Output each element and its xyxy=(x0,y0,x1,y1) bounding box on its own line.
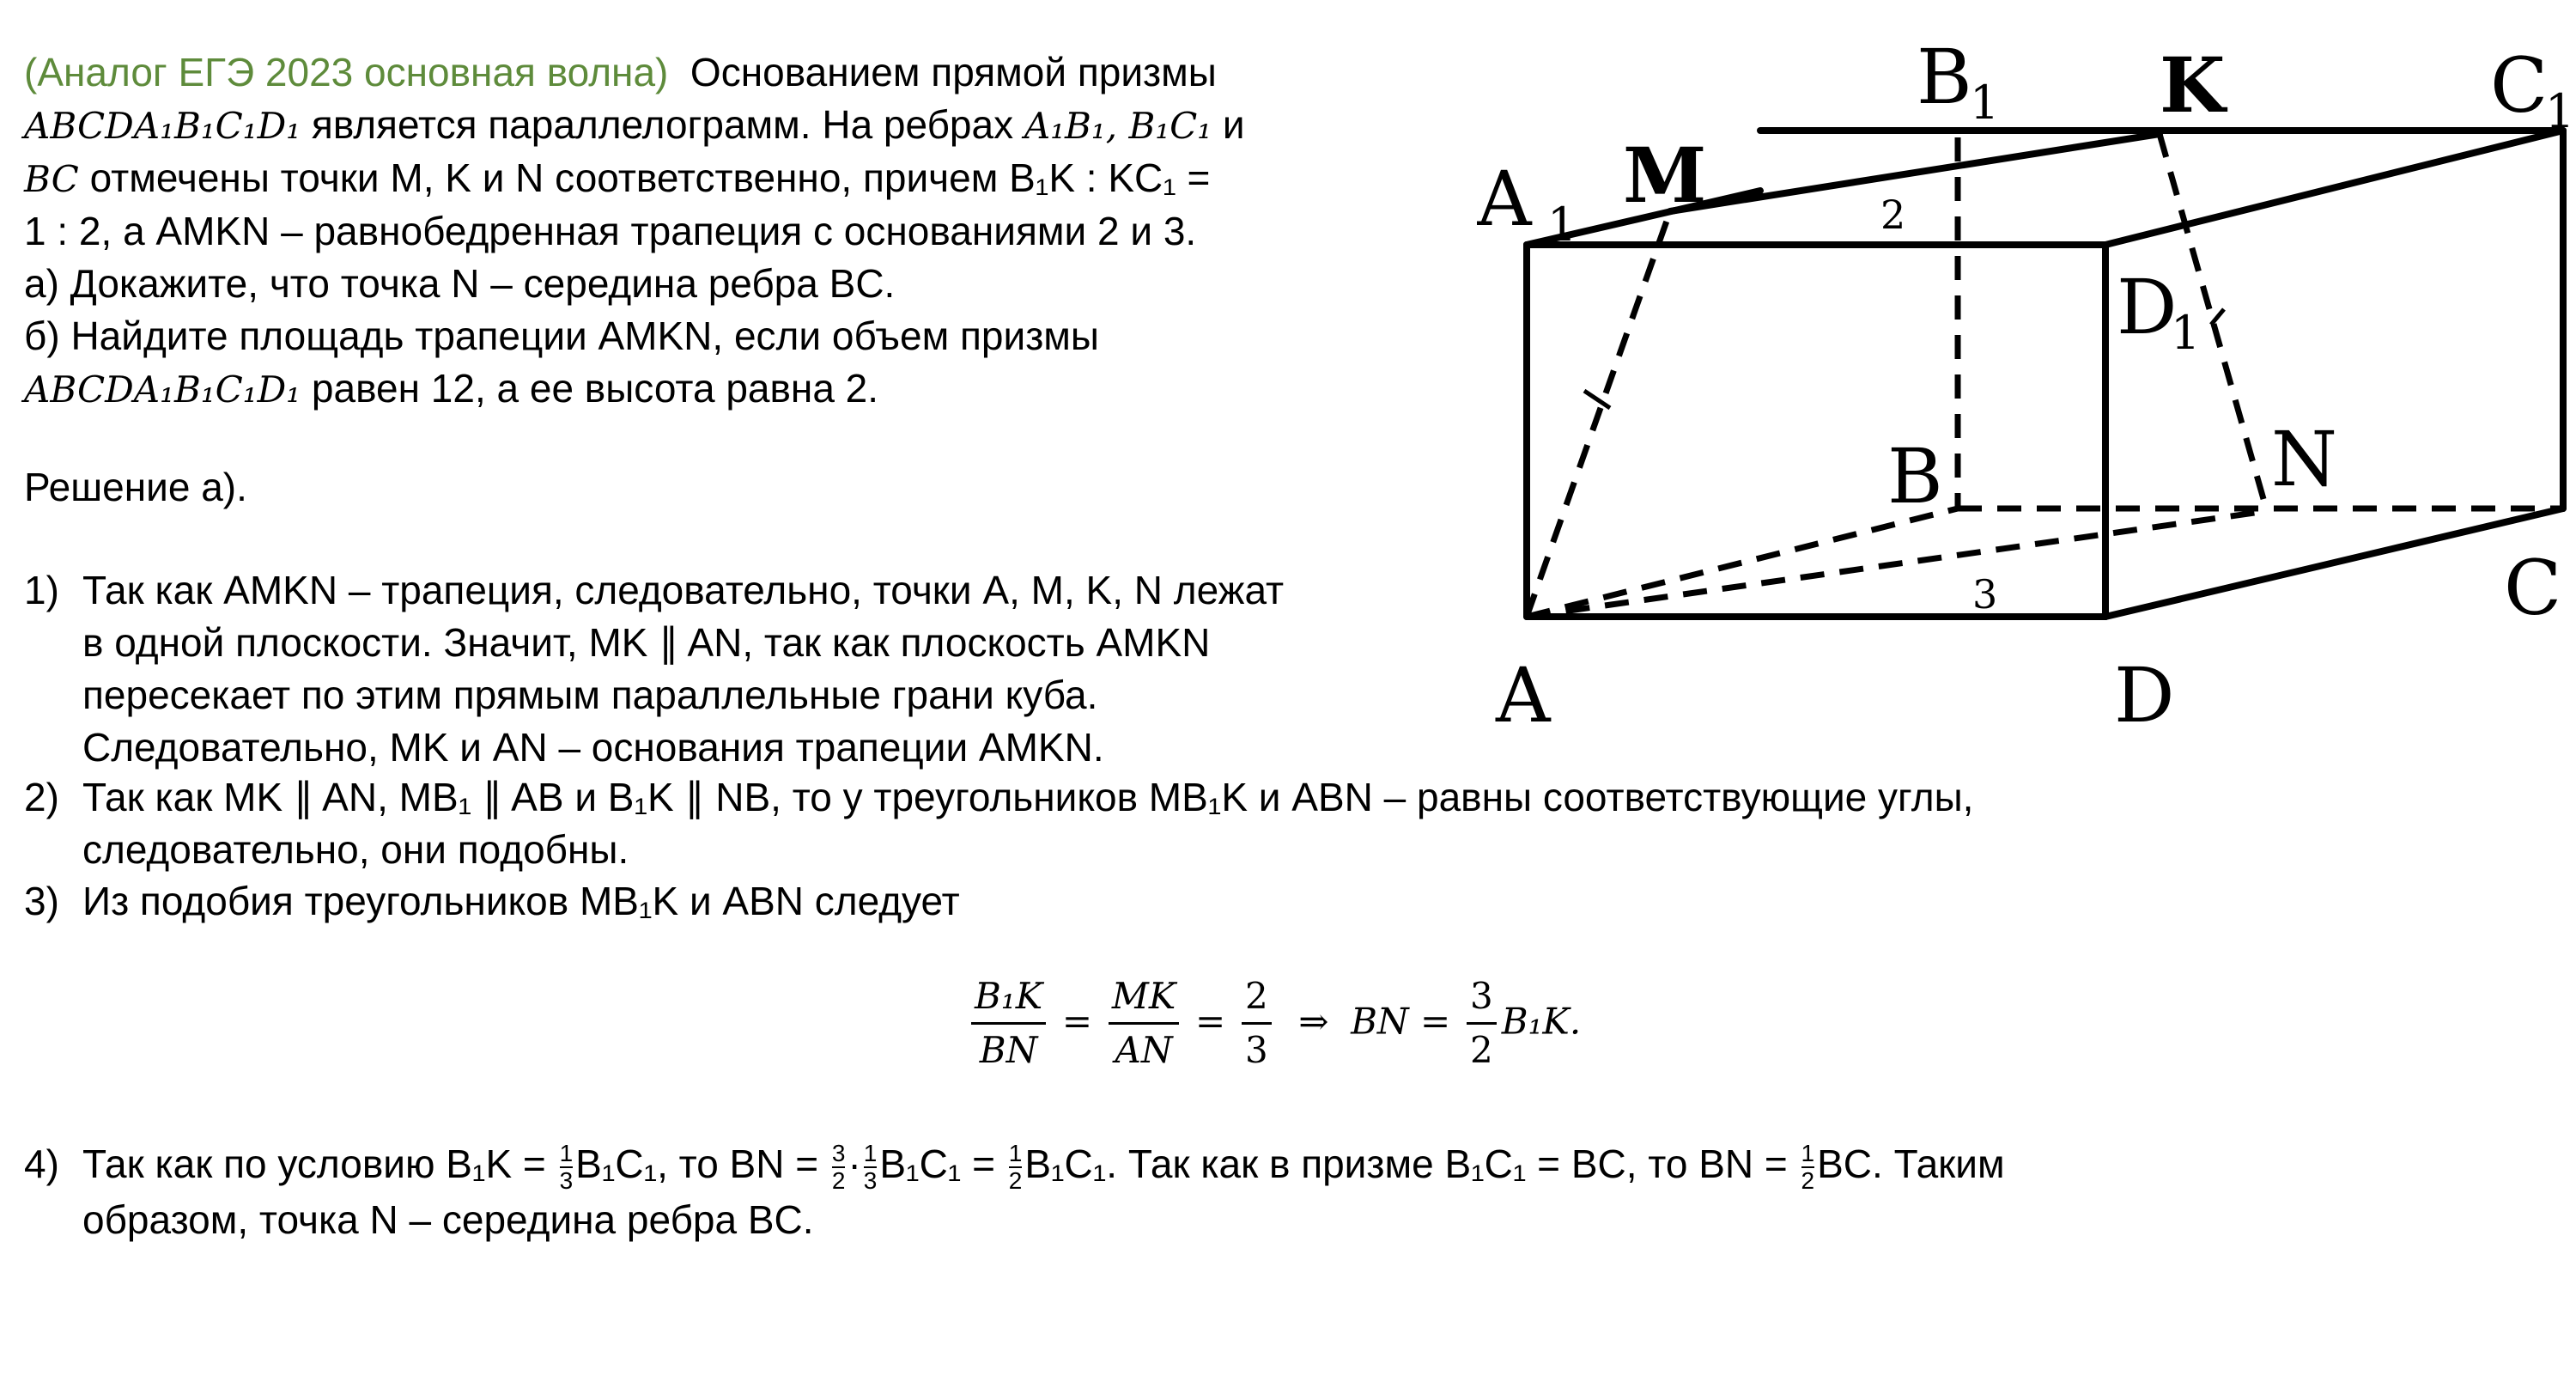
problem-line-1 xyxy=(24,46,1245,99)
item-number: 4) xyxy=(24,1141,59,1186)
problem-part-b-end: равен 12, а ее высота равна 2. xyxy=(311,366,879,411)
fraction-2-3: $\frac{2}{3}$ xyxy=(1242,971,1272,1076)
problem-line-2-text: является параллелограмм. На ребрах xyxy=(311,102,1014,147)
item-body xyxy=(82,771,1973,876)
label-n: N xyxy=(2271,415,2337,503)
label-m: M xyxy=(1623,131,1707,220)
problem-line-4 xyxy=(24,205,1245,258)
small-fraction-1-2: $\frac{1}{2}$ xyxy=(1008,1139,1023,1194)
problem-line-3-text: отмечены точки M, K и N соответственно, причем B₁K : KC₁ = xyxy=(89,155,1211,200)
item1-line-4: Следовательно, MK и AN – основания трапеции AMKN. xyxy=(82,725,1104,770)
label-d1: D xyxy=(2117,263,2178,351)
and-word: и xyxy=(1222,102,1245,147)
equals-sign: = xyxy=(1195,1000,1226,1043)
item4-line-2: образом, точка N – середина ребра BC. xyxy=(82,1196,814,1242)
label-c1-sub: 1 xyxy=(2545,84,2575,138)
similarity-formula xyxy=(966,971,1581,1076)
label-d: D xyxy=(2114,651,2175,739)
small-fraction-1-3b: $\frac{1}{3}$ xyxy=(863,1139,878,1194)
item1-line-2: в одной плоскости. Значит, MK ∥ AN, так как плоскость AMKN xyxy=(82,620,1211,665)
item-number: 2) xyxy=(24,775,59,819)
equals-sign: = xyxy=(1061,1000,1093,1043)
item3-line: Из подобия треугольников MB₁K и ABN следует xyxy=(82,879,960,923)
label-length-3: 3 xyxy=(1972,571,1998,618)
item-number: 1) xyxy=(24,568,59,612)
edge-bc: BC xyxy=(24,158,79,200)
formula-rhs-left: BN = xyxy=(1351,1000,1451,1043)
label-c1: C xyxy=(2490,41,2549,130)
item-body xyxy=(82,564,1284,774)
segment-a-n xyxy=(1527,511,2267,617)
label-a: A xyxy=(1496,651,1551,739)
small-fraction-1-3: $\frac{1}{3}$ xyxy=(559,1139,574,1194)
item2-line-2: следовательно, они подобны. xyxy=(82,827,629,872)
small-fraction-1-2b: $\frac{1}{2}$ xyxy=(1801,1139,1815,1194)
tick-mark-kn xyxy=(2211,309,2224,325)
item-number: 3) xyxy=(24,879,59,923)
segment-a-m xyxy=(1527,211,1670,617)
item1-line-1: Так как AMKN – трапеция, следовательно, точки A, M, K, N лежат xyxy=(82,568,1285,612)
item-body xyxy=(82,1138,2005,1246)
label-b1: B xyxy=(1917,33,1972,121)
tick-mark-am xyxy=(1584,391,1610,408)
problem-line-1-text: Основанием прямой призмы xyxy=(690,50,1217,94)
problem-part-a: а) Докажите, что точка N – середина ребра BC. xyxy=(24,261,896,306)
solution-title: Решение а). xyxy=(24,465,247,509)
item1-line-3: пересекает по этим прямым параллельные грани куба. xyxy=(82,673,1098,717)
label-d1-sub: 1 xyxy=(2171,306,2201,360)
problem-source: (Аналог ЕГЭ 2023 основная волна) xyxy=(24,50,669,94)
label-k: K xyxy=(2160,40,2226,130)
prism-name: ABCDA₁B₁C₁D₁ xyxy=(24,105,301,147)
label-a1-sub: 1 xyxy=(1547,198,1577,252)
label-c: C xyxy=(2504,544,2562,632)
implies-sign: ⇒ xyxy=(1298,1000,1329,1043)
problem-part-b: б) Найдите площадь трапеции AMKN, если объем призмы xyxy=(24,314,1099,358)
label-b1-sub: 1 xyxy=(1970,76,2000,130)
item2-line-1: Так как MK ∥ AN, MB₁ ∥ AB и B₁K ∥ NB, то у треугольников MB₁K и ABN – равны соответствующие углы, xyxy=(82,775,1974,819)
label-b: B xyxy=(1887,432,1943,520)
label-length-2: 2 xyxy=(1880,192,1906,238)
fraction-mk-an: $\frac{MK}{AN}$ xyxy=(1109,971,1179,1076)
problem-line-2 xyxy=(24,99,1245,152)
prism-diagram xyxy=(1477,26,2576,739)
prism-name-2: ABCDA₁B₁C₁D₁ xyxy=(24,368,301,411)
small-fraction-3-2: $\frac{3}{2}$ xyxy=(831,1139,846,1194)
edges-names: A₁B₁, B₁C₁ xyxy=(1024,105,1212,147)
formula-rhs-right: B₁K. xyxy=(1501,1000,1582,1043)
problem-line-7 xyxy=(24,362,1245,416)
label-a1: A xyxy=(1477,155,1532,243)
problem-line-4-text: 1 : 2, а AMKN – равнобедренная трапеция с основаниями 2 и 3. xyxy=(24,209,1197,253)
problem-line-3 xyxy=(24,152,1245,205)
fraction-3-2: $\frac{3}{2}$ xyxy=(1467,971,1497,1076)
problem-statement xyxy=(24,46,1245,416)
fraction-b1k-bn: $\frac{\text{B₁K}}{BN}$ xyxy=(971,971,1046,1076)
segment-m-k xyxy=(1670,134,2160,211)
item4-line-1: Так как по условию B₁K = $\frac{1}{3}$ B₁C₁, то BN = $\frac{3}{2}$ · $\frac{1}{3}$ B₁C₁ = $\frac{1}{2}$ B₁C₁. Так как в призме B₁C₁ = BC, то BN = $\frac{1}{2}$ BC. Таким xyxy=(82,1139,2005,1194)
